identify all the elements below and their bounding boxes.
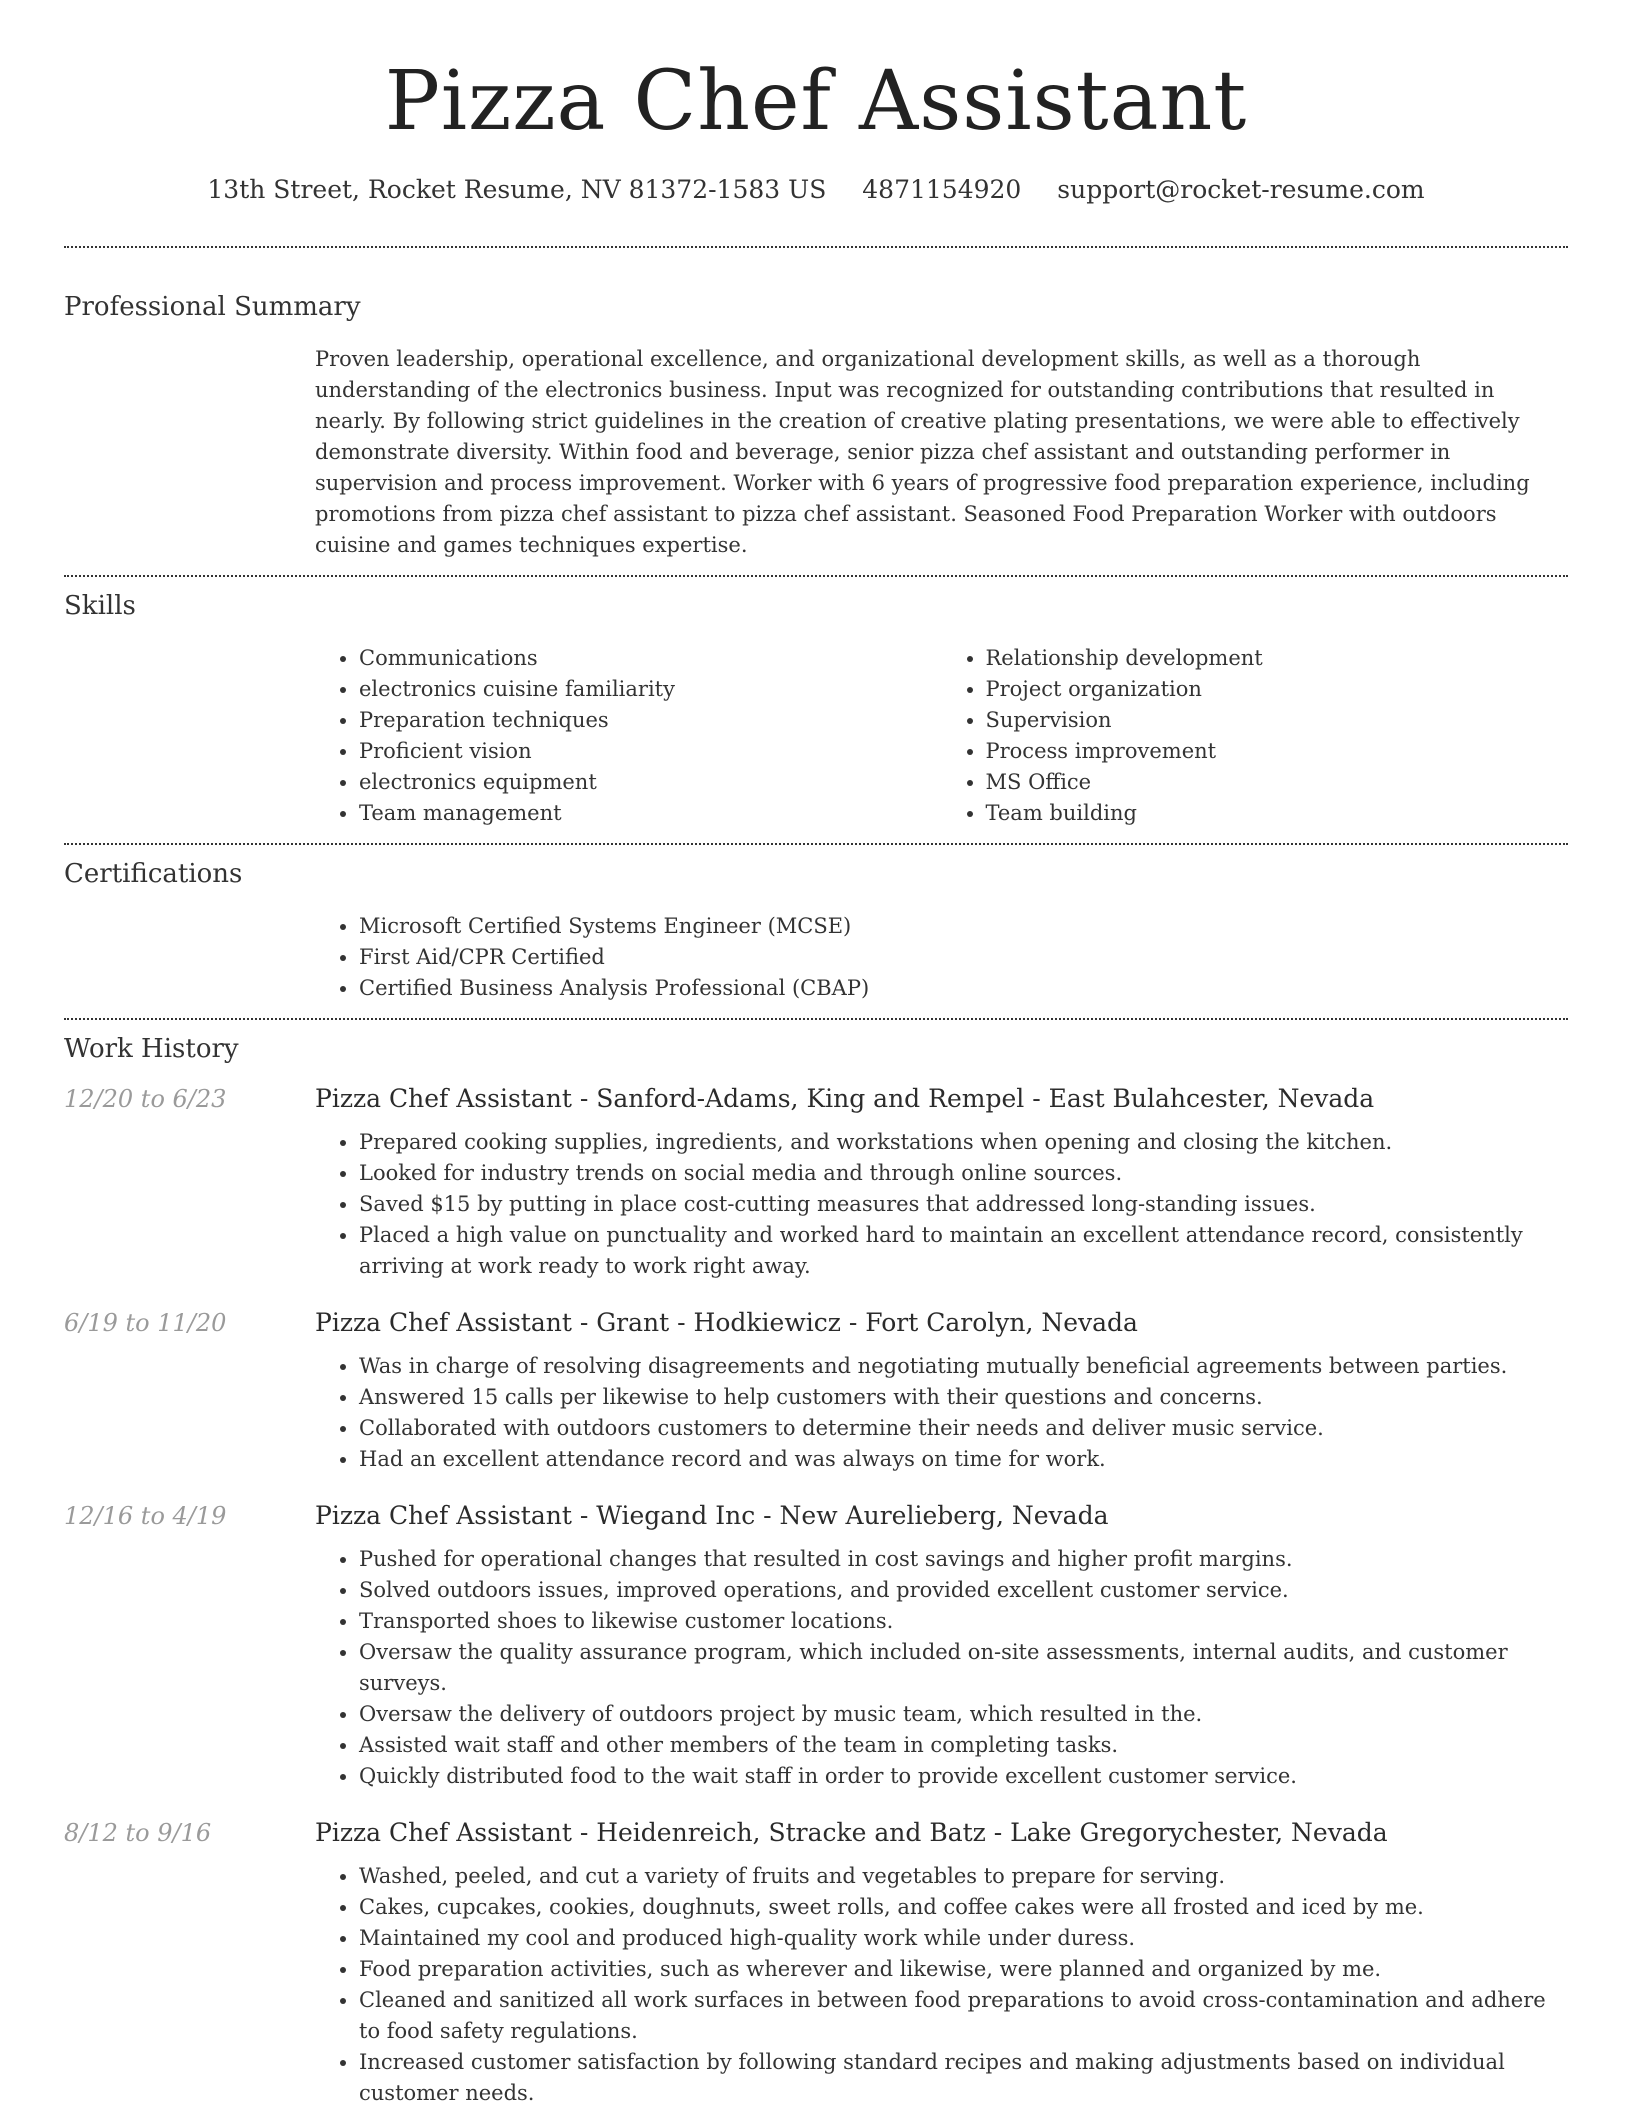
skills-right-list: [942, 643, 1569, 829]
job-bullet: • Collaborated with outdoors customers to determine their needs and deliver music service.: [359, 1413, 1568, 1444]
contact-line: [64, 174, 1568, 206]
divider: [64, 1018, 1568, 1020]
job-bullet: • Increased customer satisfaction by following standard recipes and making adjustments based on individual customer needs.: [359, 2047, 1568, 2109]
job-title: Pizza Chef Assistant - Grant - Hodkiewicz - Fort Carolyn, Nevada: [315, 1308, 1138, 1337]
job-bullets: [315, 1127, 1568, 1282]
job-bullet: • Cleaned and sanitized all work surfaces in between food preparations to avoid cross-contamination and adhere to food safety regulations.: [359, 1985, 1568, 2047]
job-bullet: • Was in charge of resolving disagreements and negotiating mutually beneficial agreements between parties.: [359, 1351, 1568, 1382]
job-dates: 12/16 to 4/19: [64, 1502, 227, 1530]
job-bullet: • Maintained my cool and produced high-quality work while under duress.: [359, 1923, 1568, 1954]
skill-item: • Process improvement: [986, 736, 1569, 767]
job-entry: [64, 1308, 1568, 1475]
section-title-summary: Professional Summary: [64, 292, 361, 322]
job-title: Pizza Chef Assistant - Wiegand Inc - New Aurelieberg, Nevada: [315, 1501, 1109, 1530]
contact-address: 13th Street, Rocket Resume, NV 81372-1583 US: [207, 175, 827, 204]
summary-text: Proven leadership, operational excellence, and organizational development skills, as well as a thorough understanding of the electronics business. Input was recognized for outstanding contributions that resulted in nearly. By following strict guidelines in the creation of creative plating presentations, we were able to effectively demonstrate diversity. Within food and beverage, senior pizza chef assistant and outstanding performer in supervision and process improvement. Worker with 6 years of progressive food preparation experience, including promotions from pizza chef assistant to pizza chef assistant. Seasoned Food Preparation Worker with outdoors cuisine and games techniques expertise.: [315, 347, 1530, 557]
job-bullet: • Assisted wait staff and other members of the team in completing tasks.: [359, 1730, 1568, 1761]
skill-item: • electronics cuisine familiarity: [359, 674, 942, 705]
job-bullet: • Answered 15 calls per likewise to help customers with their questions and concerns.: [359, 1382, 1568, 1413]
contact-phone: 4871154920: [862, 175, 1022, 204]
skill-item: • electronics equipment: [359, 767, 942, 798]
job-bullet: • Cakes, cupcakes, cookies, doughnuts, sweet rolls, and coffee cakes were all frosted and iced by me.: [359, 1892, 1568, 1923]
divider: [64, 843, 1568, 845]
job-bullet: • Washed, peeled, and cut a variety of fruits and vegetables to prepare for serving.: [359, 1861, 1568, 1892]
certification-item: • Certified Business Analysis Professional (CBAP): [359, 973, 1568, 1004]
section-title-skills: Skills: [64, 591, 136, 621]
job-bullet: • Pushed for operational changes that resulted in cost savings and higher profit margins.: [359, 1544, 1568, 1575]
skill-item: • MS Office: [986, 767, 1569, 798]
certification-item: • Microsoft Certified Systems Engineer (MCSE): [359, 911, 1568, 942]
job-bullet: • Quickly distributed food to the wait staff in order to provide excellent customer service.: [359, 1761, 1568, 1792]
skill-item: • Preparation techniques: [359, 705, 942, 736]
work-section: [64, 1032, 1568, 2109]
resume-page: [64, 0, 1568, 2109]
certification-item: • First Aid/CPR Certified: [359, 942, 1568, 973]
job-bullet: • Had an excellent attendance record and was always on time for work.: [359, 1444, 1568, 1475]
divider: [64, 246, 1568, 248]
job-dates: 8/12 to 9/16: [64, 1819, 212, 1847]
job-bullet: • Oversaw the quality assurance program, which included on-site assessments, internal audits, and customer surveys.: [359, 1637, 1568, 1699]
job-title: Pizza Chef Assistant - Sanford-Adams, King and Rempel - East Bulahcester, Nevada: [315, 1084, 1375, 1113]
job-header: [64, 1308, 1568, 1337]
section-title-work: Work History: [64, 1034, 239, 1064]
job-title: Pizza Chef Assistant - Heidenreich, Stracke and Batz - Lake Gregorychester, Nevada: [315, 1818, 1388, 1847]
skill-item: • Communications: [359, 643, 942, 674]
job-header: [64, 1818, 1568, 1847]
job-bullet: • Food preparation activities, such as wherever and likewise, were planned and organized by me.: [359, 1954, 1568, 1985]
section-title-certifications: Certifications: [64, 859, 243, 889]
skill-item: • Supervision: [986, 705, 1569, 736]
job-bullets: [315, 1861, 1568, 2109]
resume-name: Pizza Chef Assistant: [384, 54, 1248, 149]
job-bullet: • Oversaw the delivery of outdoors project by music team, which resulted in the.: [359, 1699, 1568, 1730]
skill-item: • Proficient vision: [359, 736, 942, 767]
skill-item: • Relationship development: [986, 643, 1569, 674]
job-header: [64, 1501, 1568, 1530]
job-bullet: • Prepared cooking supplies, ingredients, and workstations when opening and closing the kitchen.: [359, 1127, 1568, 1158]
job-bullets: [315, 1544, 1568, 1792]
job-bullets: [315, 1351, 1568, 1475]
divider: [64, 575, 1568, 577]
certifications-section: [64, 857, 1568, 1004]
job-bullet: • Solved outdoors issues, improved operations, and provided excellent customer service.: [359, 1575, 1568, 1606]
job-entry: [64, 1818, 1568, 2109]
job-entry: [64, 1501, 1568, 1792]
job-entry: [64, 1084, 1568, 1282]
summary-section: [64, 290, 1568, 561]
skills-columns: [315, 643, 1568, 829]
job-dates: 12/20 to 6/23: [64, 1085, 227, 1113]
job-bullet: • Saved $15 by putting in place cost-cutting measures that addressed long-standing issues.: [359, 1189, 1568, 1220]
job-bullet: • Looked for industry trends on social media and through online sources.: [359, 1158, 1568, 1189]
skill-item: • Team management: [359, 798, 942, 829]
job-dates: 6/19 to 11/20: [64, 1309, 227, 1337]
skills-left-list: [315, 643, 942, 829]
skills-section: [64, 589, 1568, 829]
contact-email[interactable]: support@rocket-resume.com: [1057, 175, 1425, 204]
skill-item: • Project organization: [986, 674, 1569, 705]
job-header: [64, 1084, 1568, 1113]
job-bullet: • Transported shoes to likewise customer locations.: [359, 1606, 1568, 1637]
skill-item: • Team building: [986, 798, 1569, 829]
job-bullet: • Placed a high value on punctuality and worked hard to maintain an excellent attendance record, consistently arriving at work ready to work right away.: [359, 1220, 1568, 1282]
certifications-list-wrap: [315, 911, 1568, 1004]
certifications-list: [315, 911, 1568, 1004]
